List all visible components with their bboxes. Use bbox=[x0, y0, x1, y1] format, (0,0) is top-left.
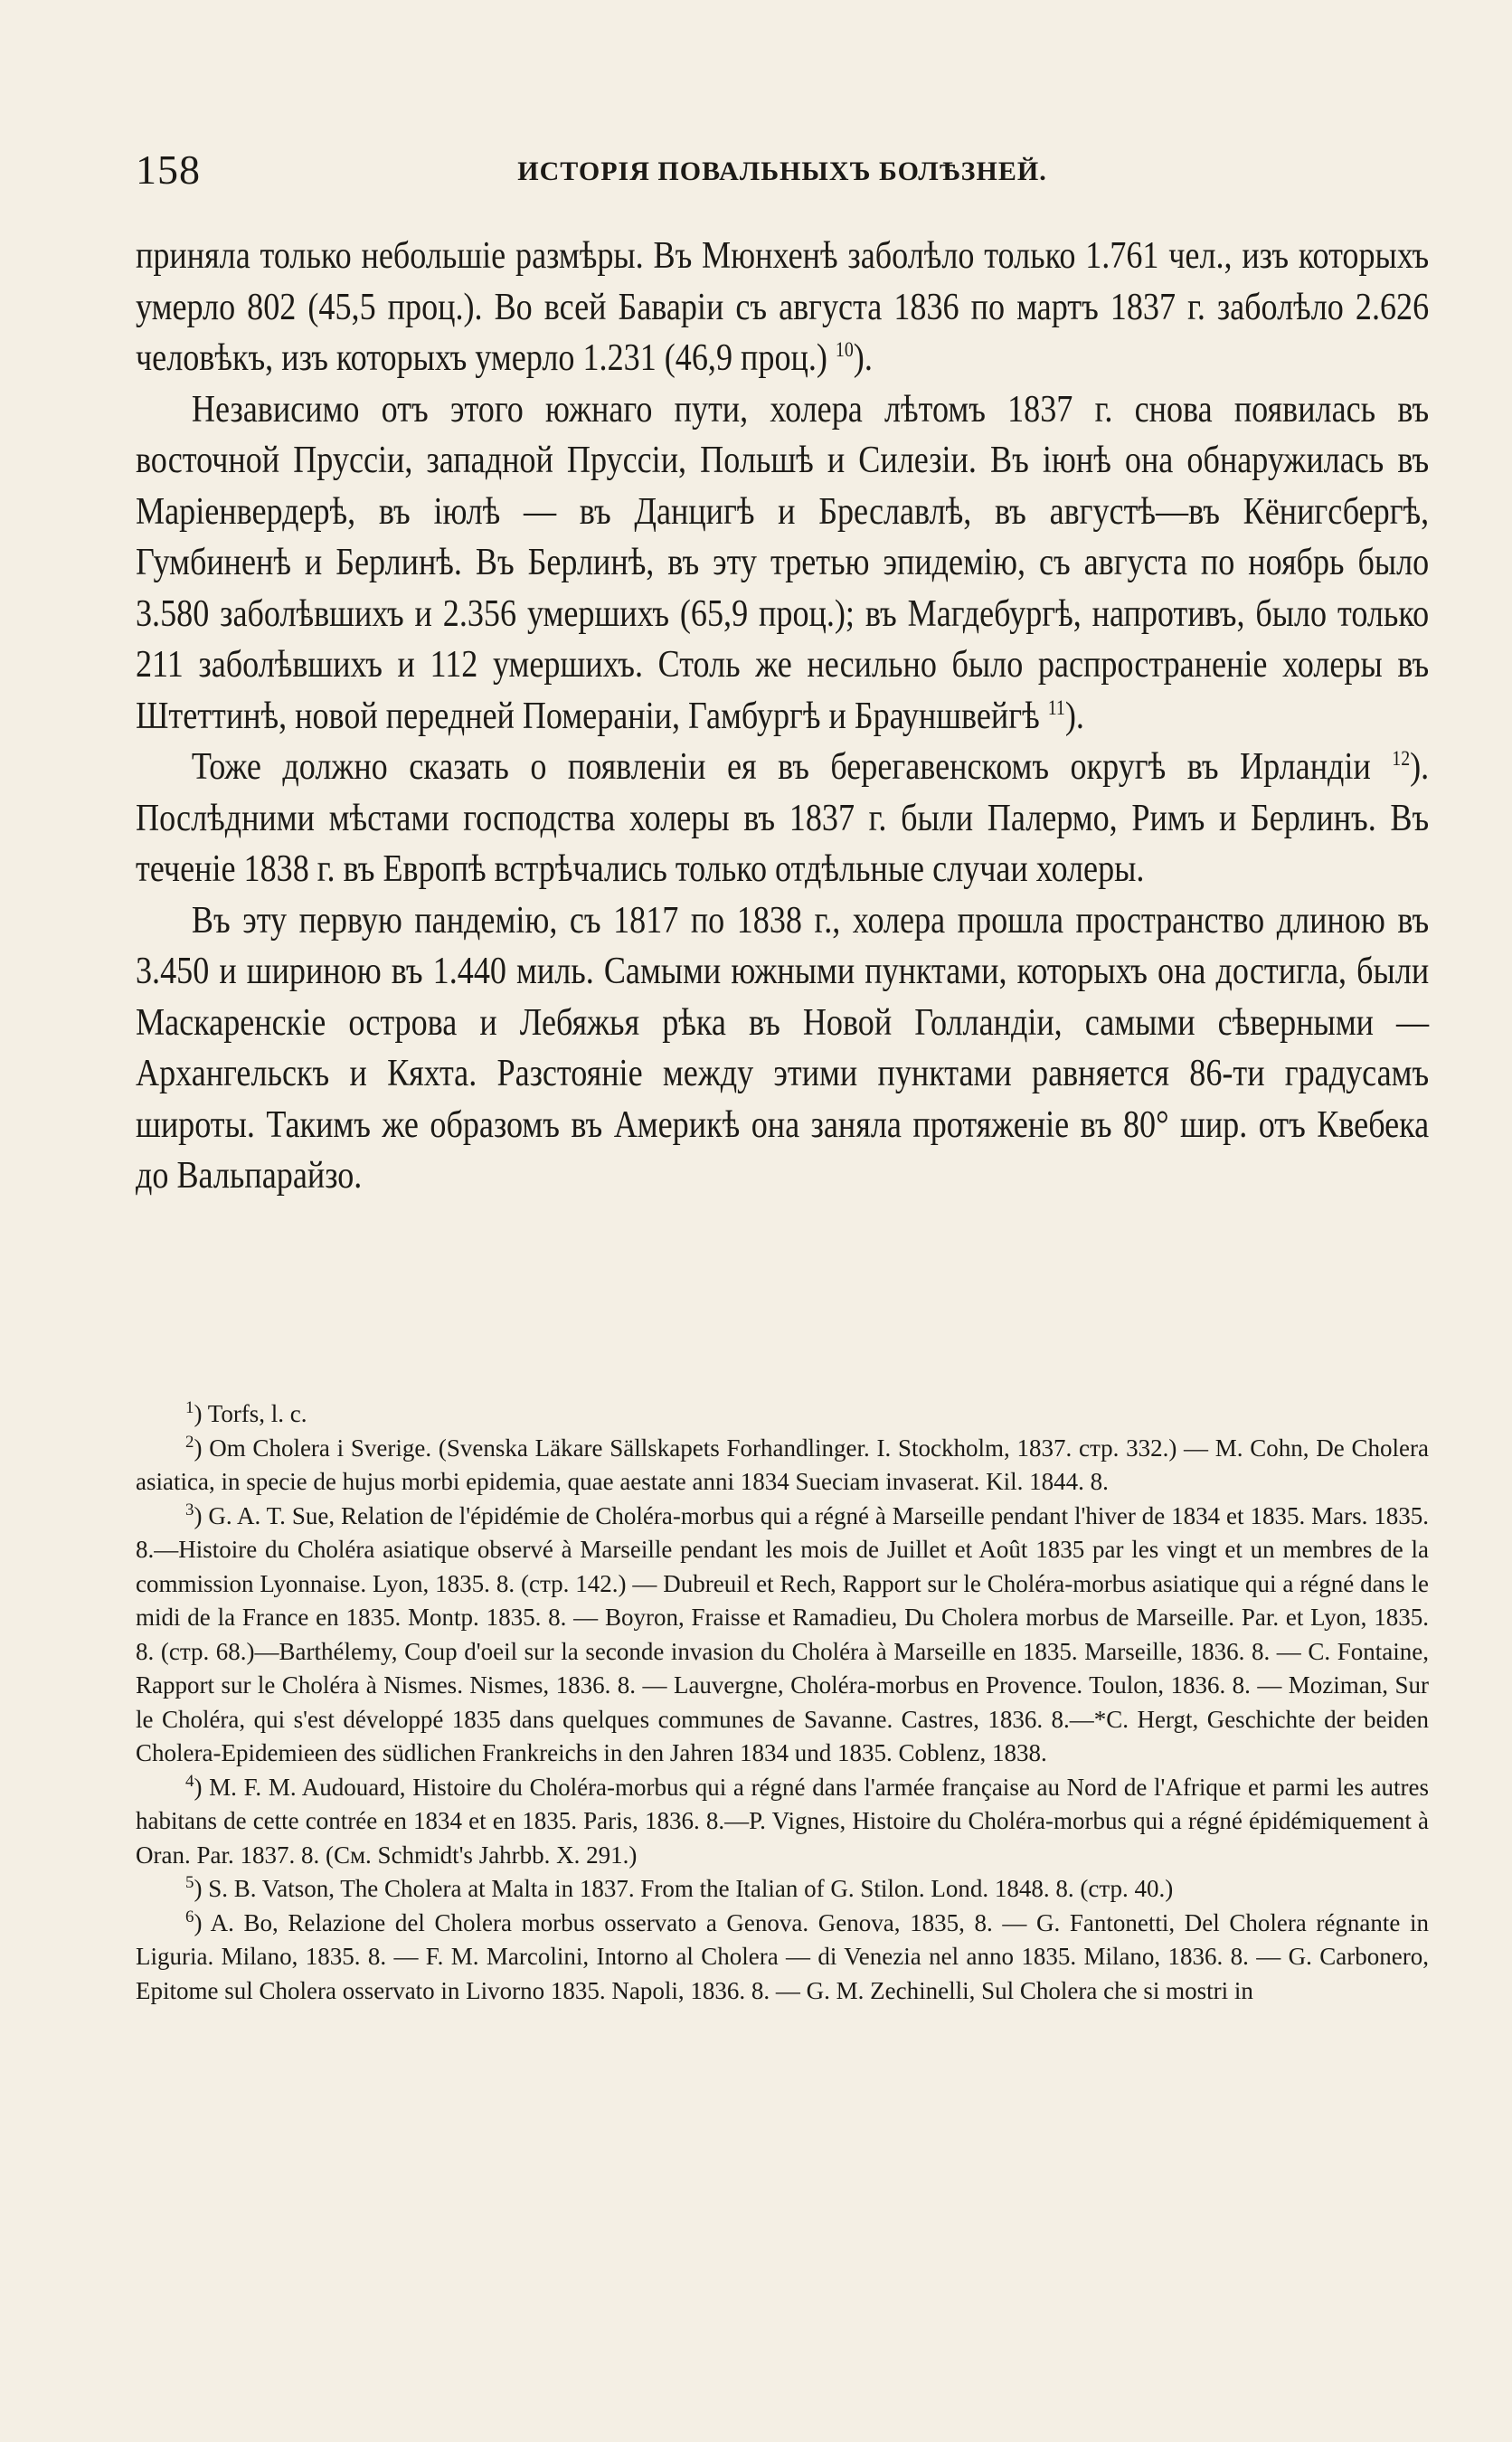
footnote bbox=[136, 1771, 1429, 1873]
footnote-mark: 4 bbox=[185, 1771, 194, 1791]
footnote bbox=[136, 1872, 1429, 1907]
footnote-text: ) A. Bo, Relazione del Cholera morbus osservato a Genova. Genova, 1835, 8. — G. Fantonetti, Del Cholera régnante in Liguria. Milano, 1835. 8. — F. M. Marcolini, Intorno al Cholera — di Venezia nel anno 1835. Milano, 1836. 8. — G. Carbonero, Epitome sul Cholera osservato in Livorno 1835. Napoli, 1836. 8. — G. M. Zechinelli, Sul Cholera che si mostri in bbox=[136, 1908, 1429, 2004]
paragraph-tail: . Послѣдними мѣстами господства холеры въ 1837 г. были Палермо, Римъ и Берлинъ. Въ теченіе 1838 г. въ Европѣ встрѣчались только отдѣльные случаи холеры. bbox=[136, 746, 1430, 890]
footnote-mark: 6 bbox=[185, 1907, 194, 1926]
footnote bbox=[136, 1432, 1429, 1500]
page-header bbox=[136, 145, 1429, 199]
paragraph-tail: . bbox=[864, 337, 873, 379]
paragraph: Независимо отъ этого южнаго пути, холера лѣтомъ 1837 г. снова появилась въ восточной Пруссіи, западной Пруссіи, Польшѣ и Силезіи. Въ іюнѣ она обнаружилась въ Маріенвердерѣ, въ іюлѣ — въ Данцигѣ и Бреславлѣ, въ августѣ—въ Кёнигсбергѣ, Гумбиненѣ и Берлинѣ. Въ Берлинѣ, въ эту третью эпидемію, съ августа по ноябрь было 3.580 заболѣвшихъ и 2.356 умершихъ (65,9 проц.); въ Магдебургѣ, напротивъ, было только 211 заболѣвшихъ и 112 умершихъ. Столь же несильно было распространеніе холеры въ Штеттинѣ, новой передней Помераніи, Гамбургѣ и Брауншвейгѣ $^{11}$). bbox=[136, 388, 1430, 737]
footnote-text: ) G. A. T. Sue, Relation de l'épidémie de Choléra-morbus qui a régné à Marseille pendant l'hiver de 1834 et 1835. Mars. 1835. 8.—Histoire du Choléra asiatique observé à Marseille pendant les mois de Juillet et Août 1835 par les vingt et un membres de la commission Lyonnaise. Lyon, 1835. 8. (стр. 142.) — Dubreuil et Rech, Rapport sur le Choléra-morbus asiatique qui a régné dans le midi de la France en 1835. Montp. 1835. 8. — Boyron, Fraisse et Ramadieu, Du Cholera morbus de Marseille. Par. et Lyon, 1835. 8. (стр. 68.)—Barthélemy, Coup d'oeil sur la seconde invasion du Choléra à Marseille en 1835. Marseille, 1836. 8. — C. Fontaine, Rapport sur le Choléra à Nismes. Nismes, 1836. 8. — Lauvergne, Choléra-morbus en Provence. Toulon, 1836. 8. — Moziman, Sur le Choléra, qui s'est développé 1835 dans quelques communes de Savanne. Castres, 1836. 8.—*C. Hergt, Geschichte der beiden Cholera-Epidemieen des südlichen Frankreichs in den Jahren 1834 und 1835. Coblenz, 1838. bbox=[136, 1501, 1429, 1766]
footnote bbox=[136, 1500, 1429, 1771]
footnote-text: ) Om Cholera i Sverige. (Svenska Läkare Sällskapets Forhandlinger. I. Stockholm, 1837. стр. 332.) — M. Cohn, De Cholera asiatica, in specie de hujus morbi epidemia, quae aestate anni 1834 Sueciam invaserat. Kil. 1844. 8. bbox=[136, 1434, 1429, 1495]
paragraph-text: Независимо отъ этого южнаго пути, холера лѣтомъ 1837 г. снова появилась въ восточной Пруссіи, западной Пруссіи, Польшѣ и Силезіи. Въ іюнѣ она обнаружилась въ Маріенвердерѣ, въ іюлѣ — въ Данцигѣ и Бреславлѣ, въ августѣ—въ Кёнигсбергѣ, Гумбиненѣ и Берлинѣ. Въ Берлинѣ, въ эту третью эпидемію, съ августа по ноябрь было 3.580 заболѣвшихъ и 2.356 умершихъ (65,9 проц.); въ Магдебургѣ, напротивъ, было только 211 заболѣвшихъ и 112 умершихъ. Столь же несильно было распространеніе холеры въ Штеттинѣ, новой передней Помераніи, Гамбургѣ и Брауншвейгѣ bbox=[136, 388, 1430, 737]
footnote-ref: 11 bbox=[1047, 695, 1065, 719]
main-text bbox=[136, 231, 1429, 1202]
paragraph-text: приняла только небольшіе размѣры. Въ Мюнхенѣ заболѣло только 1.761 чел., изъ которыхъ умерло 802 (45,5 проц.). Во всей Баваріи съ августа 1836 по мартъ 1837 г. заболѣло 2.626 человѣкъ, изъ которыхъ умерло 1.231 (46,9 проц.) bbox=[136, 235, 1430, 379]
footnote-mark: 3 bbox=[185, 1500, 194, 1519]
paragraph: приняла только небольшіе размѣры. Въ Мюнхенѣ заболѣло только 1.761 чел., изъ которыхъ умерло 802 (45,5 проц.). Во всей Баваріи съ августа 1836 по мартъ 1837 г. заболѣло 2.626 человѣкъ, изъ которыхъ умерло 1.231 (46,9 проц.) $^{10}$). bbox=[136, 235, 1430, 379]
footnotes bbox=[136, 1397, 1429, 2008]
footnote-text: ) M. F. M. Audouard, Histoire du Choléra-morbus qui a régné dans l'armée française au Nord de l'Afrique et parmi les autres habitans de cette contrée en 1834 et en 1835. Paris, 1836. 8.—P. Vignes, Histoire du Choléra-morbus qui a régné épidémiquement à Oran. Par. 1837. 8. (См. Schmidt's Jahrbb. X. 291.) bbox=[136, 1773, 1429, 1869]
running-title: ИСТОРІЯ ПОВАЛЬНЫХЪ БОЛѢЗНЕЙ. bbox=[517, 156, 1047, 186]
footnote-mark: 5 bbox=[185, 1873, 194, 1892]
footnote bbox=[136, 1907, 1429, 2009]
footnote-text: ) Torfs, l. c. bbox=[194, 1400, 307, 1427]
footnote-ref: 12 bbox=[1392, 746, 1411, 770]
footnote-mark: 1 bbox=[185, 1398, 194, 1417]
footnote-mark: 2 bbox=[185, 1432, 194, 1452]
footnote-ref: 10 bbox=[835, 337, 854, 361]
paragraph-text: Въ эту первую пандемію, съ 1817 по 1838 г., холера прошла пространство длиною въ 3.450 и шириною въ 1.440 миль. Самыми южными пунктами, которыхъ она достигла, были Маскаренскіе острова и Лебяжья рѣка въ Новой Голландіи, самыми сѣверными — Архангельскъ и Кяхта. Разстояніе между этими пунктами равняется 86-ти градусамъ широты. Такимъ же образомъ въ Америкѣ она заняла протяженіе въ 80° шир. отъ Квебека до Вальпарайзо. bbox=[136, 899, 1430, 1197]
paragraph-text: Тоже должно сказать о появленіи ея въ берегавенскомъ округѣ въ Ирландіи bbox=[191, 746, 1371, 788]
paragraph bbox=[136, 895, 1429, 1202]
paragraph: Тоже должно сказать о появленіи ея въ берегавенскомъ округѣ въ Ирландіи $^{12}$). Послѣдними мѣстами господства холеры въ 1837 г. были Палермо, Римъ и Берлинъ. Въ теченіе 1838 г. въ Европѣ встрѣчались только отдѣльные случаи холеры. bbox=[136, 746, 1430, 890]
footnote bbox=[136, 1397, 1429, 1432]
page-number: 158 bbox=[136, 147, 201, 193]
paragraph-tail: . bbox=[1075, 695, 1084, 737]
footnote-text: ) S. B. Vatson, The Cholera at Malta in 1837. From the Italian of G. Stilon. Lond. 1848. 8. (стр. 40.) bbox=[194, 1875, 1174, 1902]
